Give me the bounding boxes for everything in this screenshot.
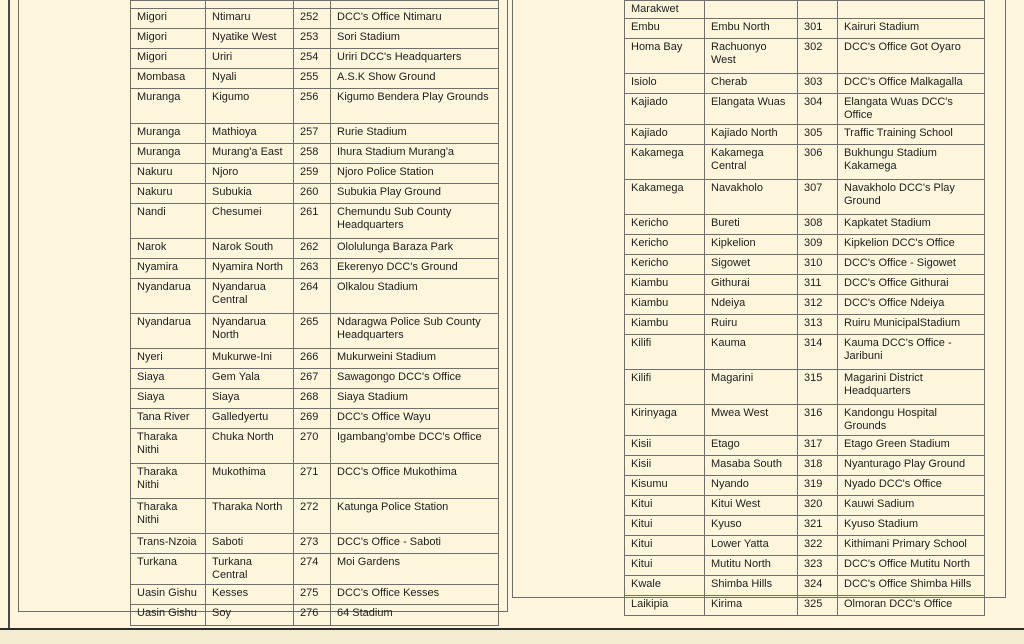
constituency-cell: Kesses bbox=[206, 585, 294, 605]
table-row bbox=[131, 89, 499, 124]
centre-code-cell bbox=[798, 1, 838, 19]
constituency-cell: Kigumo bbox=[206, 89, 294, 124]
constituency-cell: Mukothima bbox=[206, 464, 294, 499]
county-cell: Kitui bbox=[625, 496, 705, 516]
county-cell: Turkana bbox=[131, 554, 206, 585]
constituency-cell bbox=[206, 1, 294, 9]
constituency-cell: Mukurwe-Ini bbox=[206, 349, 294, 369]
table-row bbox=[625, 556, 985, 576]
table-row bbox=[625, 370, 985, 405]
county-cell: Tharaka Nithi bbox=[131, 464, 206, 499]
constituency-cell: Sigowet bbox=[705, 255, 798, 275]
tallying-centre-cell: Ihura Stadium Murang'a bbox=[331, 144, 499, 164]
constituency-cell: Siaya bbox=[206, 389, 294, 409]
tallying-centre-cell: Kauma DCC's Office - Jaribuni bbox=[838, 335, 985, 370]
centre-code-cell: 275 bbox=[294, 585, 331, 605]
centre-code-cell: 276 bbox=[294, 605, 331, 626]
centre-code-cell: 312 bbox=[798, 295, 838, 315]
centre-code-cell: 309 bbox=[798, 235, 838, 255]
county-cell: Kajiado bbox=[625, 94, 705, 125]
county-cell: Nakuru bbox=[131, 184, 206, 204]
tallying-centre-cell: Bukhungu Stadium Kakamega bbox=[838, 145, 985, 180]
centre-code-cell: 252 bbox=[294, 9, 331, 29]
table-row bbox=[131, 49, 499, 69]
table-row bbox=[625, 255, 985, 275]
county-cell: Muranga bbox=[131, 124, 206, 144]
polling-centres-table-left bbox=[130, 0, 499, 626]
centre-code-cell: 320 bbox=[798, 496, 838, 516]
constituency-cell: Kirima bbox=[705, 596, 798, 616]
tallying-centre-cell: Traffic Training School bbox=[838, 125, 985, 145]
constituency-cell: Kakamega Central bbox=[705, 145, 798, 180]
county-cell: Kisumu bbox=[625, 476, 705, 496]
county-cell: Mombasa bbox=[131, 69, 206, 89]
tallying-centre-cell: Kapkatet Stadium bbox=[838, 215, 985, 235]
constituency-cell: Kyuso bbox=[705, 516, 798, 536]
table-row bbox=[625, 476, 985, 496]
table-row bbox=[625, 235, 985, 255]
constituency-cell: Lower Yatta bbox=[705, 536, 798, 556]
centre-code-cell: 314 bbox=[798, 335, 838, 370]
constituency-cell: Nyatike West bbox=[206, 29, 294, 49]
centre-code-cell: 260 bbox=[294, 184, 331, 204]
tallying-centre-cell: Ndaragwa Police Sub County Headquarters bbox=[331, 314, 499, 349]
centre-code-cell: 264 bbox=[294, 279, 331, 314]
centre-code-cell: 321 bbox=[798, 516, 838, 536]
centre-code-cell: 261 bbox=[294, 204, 331, 239]
constituency-cell: Kitui West bbox=[705, 496, 798, 516]
county-cell: Kitui bbox=[625, 536, 705, 556]
county-cell: Embu bbox=[625, 19, 705, 39]
centre-code-cell: 308 bbox=[798, 215, 838, 235]
tallying-centre-cell bbox=[331, 1, 499, 9]
county-cell: Nandi bbox=[131, 204, 206, 239]
table-row bbox=[625, 94, 985, 125]
centre-code-cell: 317 bbox=[798, 436, 838, 456]
constituency-cell: Embu North bbox=[705, 19, 798, 39]
table-row bbox=[131, 204, 499, 239]
table-row bbox=[625, 456, 985, 476]
centre-code-cell: 274 bbox=[294, 554, 331, 585]
county-cell: Laikipia bbox=[625, 596, 705, 616]
constituency-cell: Mathioya bbox=[206, 124, 294, 144]
constituency-cell: Soy bbox=[206, 605, 294, 626]
constituency-cell: Chuka North bbox=[206, 429, 294, 464]
centre-code-cell: 303 bbox=[798, 74, 838, 94]
table-row bbox=[131, 184, 499, 204]
tallying-centre-cell: DCC's Office Shimba Hills bbox=[838, 576, 985, 596]
county-cell: Kwale bbox=[625, 576, 705, 596]
county-cell: Kericho bbox=[625, 235, 705, 255]
table-row bbox=[131, 464, 499, 499]
table-row bbox=[625, 39, 985, 74]
table-row bbox=[625, 180, 985, 215]
county-cell: Muranga bbox=[131, 144, 206, 164]
tallying-centre-cell: Uriri DCC's Headquarters bbox=[331, 49, 499, 69]
tallying-centre-cell: Kipkelion DCC's Office bbox=[838, 235, 985, 255]
county-cell: Kitui bbox=[625, 516, 705, 536]
tallying-centre-cell bbox=[838, 1, 985, 19]
tallying-centre-cell: Kithimani Primary School bbox=[838, 536, 985, 556]
centre-code-cell: 319 bbox=[798, 476, 838, 496]
constituency-cell: Kipkelion bbox=[705, 235, 798, 255]
county-cell: Kericho bbox=[625, 255, 705, 275]
county-cell: Kisii bbox=[625, 436, 705, 456]
county-cell: Nyamira bbox=[131, 259, 206, 279]
tallying-centre-cell: Elangata Wuas DCC's Office bbox=[838, 94, 985, 125]
centre-code-cell: 322 bbox=[798, 536, 838, 556]
constituency-cell: Magarini bbox=[705, 370, 798, 405]
table-row bbox=[131, 585, 499, 605]
table-row bbox=[131, 239, 499, 259]
centre-code-cell bbox=[294, 1, 331, 9]
table-row bbox=[131, 409, 499, 429]
centre-code-cell: 313 bbox=[798, 315, 838, 335]
county-cell: Homa Bay bbox=[625, 39, 705, 74]
tallying-centre-cell: DCC's Office Kesses bbox=[331, 585, 499, 605]
tallying-centre-cell: Navakholo DCC's Play Ground bbox=[838, 180, 985, 215]
centre-code-cell: 270 bbox=[294, 429, 331, 464]
county-cell: Kisii bbox=[625, 456, 705, 476]
centre-code-cell: 307 bbox=[798, 180, 838, 215]
centre-code-cell: 273 bbox=[294, 534, 331, 554]
table-row bbox=[131, 389, 499, 409]
tallying-centre-cell: Chemundu Sub County Headquarters bbox=[331, 204, 499, 239]
tallying-centre-cell: Kyuso Stadium bbox=[838, 516, 985, 536]
table-row bbox=[625, 1, 985, 19]
county-cell bbox=[131, 1, 206, 9]
tallying-centre-cell: Siaya Stadium bbox=[331, 389, 499, 409]
county-cell: Migori bbox=[131, 29, 206, 49]
table-row bbox=[625, 145, 985, 180]
county-cell: Tana River bbox=[131, 409, 206, 429]
tallying-centre-cell: DCC's Office Mukothima bbox=[331, 464, 499, 499]
county-cell: Kericho bbox=[625, 215, 705, 235]
constituency-cell: Njoro bbox=[206, 164, 294, 184]
constituency-cell: Uriri bbox=[206, 49, 294, 69]
county-cell: Kiambu bbox=[625, 315, 705, 335]
centre-code-cell: 306 bbox=[798, 145, 838, 180]
centre-code-cell: 259 bbox=[294, 164, 331, 184]
table-row bbox=[131, 369, 499, 389]
table-row bbox=[131, 9, 499, 29]
tallying-centre-cell: Magarini District Headquarters bbox=[838, 370, 985, 405]
tallying-centre-cell: DCC's Office Wayu bbox=[331, 409, 499, 429]
table-row bbox=[131, 534, 499, 554]
county-cell: Kirinyaga bbox=[625, 405, 705, 436]
centre-code-cell: 301 bbox=[798, 19, 838, 39]
constituency-cell: Gem Yala bbox=[206, 369, 294, 389]
centre-code-cell: 311 bbox=[798, 275, 838, 295]
county-cell: Tharaka Nithi bbox=[131, 499, 206, 534]
tallying-centre-cell: Kigumo Bendera Play Grounds bbox=[331, 89, 499, 124]
tallying-centre-cell: Igambang'ombe DCC's Office bbox=[331, 429, 499, 464]
table-row bbox=[131, 429, 499, 464]
constituency-cell: Nyandarua Central bbox=[206, 279, 294, 314]
county-cell: Nyandarua bbox=[131, 314, 206, 349]
table-row bbox=[131, 554, 499, 585]
centre-code-cell: 269 bbox=[294, 409, 331, 429]
centre-code-cell: 254 bbox=[294, 49, 331, 69]
constituency-cell: Bureti bbox=[705, 215, 798, 235]
county-cell: Siaya bbox=[131, 389, 206, 409]
centre-code-cell: 302 bbox=[798, 39, 838, 74]
table-row bbox=[131, 144, 499, 164]
table-row bbox=[625, 215, 985, 235]
table-row bbox=[625, 335, 985, 370]
county-cell: Marakwet bbox=[625, 1, 705, 19]
table-row bbox=[625, 275, 985, 295]
county-cell: Uasin Gishu bbox=[131, 605, 206, 626]
constituency-cell: Turkana Central bbox=[206, 554, 294, 585]
tallying-centre-cell: Kairuri Stadium bbox=[838, 19, 985, 39]
county-cell: Kakamega bbox=[625, 145, 705, 180]
constituency-cell: Ntimaru bbox=[206, 9, 294, 29]
tallying-centre-cell: Ololulunga Baraza Park bbox=[331, 239, 499, 259]
table-row bbox=[625, 516, 985, 536]
tallying-centre-cell: 64 Stadium bbox=[331, 605, 499, 626]
centre-code-cell: 310 bbox=[798, 255, 838, 275]
table-row bbox=[131, 605, 499, 626]
tallying-centre-cell: Nyanturago Play Ground bbox=[838, 456, 985, 476]
tallying-centre-cell: Njoro Police Station bbox=[331, 164, 499, 184]
constituency-cell: Masaba South bbox=[705, 456, 798, 476]
centre-code-cell: 255 bbox=[294, 69, 331, 89]
centre-code-cell: 304 bbox=[798, 94, 838, 125]
tallying-centre-cell: Subukia Play Ground bbox=[331, 184, 499, 204]
constituency-cell: Ruiru bbox=[705, 315, 798, 335]
tallying-centre-cell: DCC's Office Malkagalla bbox=[838, 74, 985, 94]
constituency-cell: Nyandarua North bbox=[206, 314, 294, 349]
constituency-cell: Subukia bbox=[206, 184, 294, 204]
table-row bbox=[131, 279, 499, 314]
table-row bbox=[625, 125, 985, 145]
tallying-centre-cell: Ekerenyo DCC's Ground bbox=[331, 259, 499, 279]
county-cell: Kiambu bbox=[625, 295, 705, 315]
table-row bbox=[131, 259, 499, 279]
table-row bbox=[625, 74, 985, 94]
tallying-centre-cell: Kauwi Sadium bbox=[838, 496, 985, 516]
constituency-cell: Nyamira North bbox=[206, 259, 294, 279]
county-cell: Nakuru bbox=[131, 164, 206, 184]
constituency-cell: Cherab bbox=[705, 74, 798, 94]
county-cell: Narok bbox=[131, 239, 206, 259]
table-row bbox=[625, 436, 985, 456]
centre-code-cell: 267 bbox=[294, 369, 331, 389]
table-row bbox=[131, 69, 499, 89]
county-cell: Isiolo bbox=[625, 74, 705, 94]
centre-code-cell: 305 bbox=[798, 125, 838, 145]
constituency-cell: Mwea West bbox=[705, 405, 798, 436]
centre-code-cell: 253 bbox=[294, 29, 331, 49]
centre-code-cell: 271 bbox=[294, 464, 331, 499]
tallying-centre-cell: DCC's Office - Sigowet bbox=[838, 255, 985, 275]
centre-code-cell: 318 bbox=[798, 456, 838, 476]
centre-code-cell: 325 bbox=[798, 596, 838, 616]
tallying-centre-cell: Kandongu Hospital Grounds bbox=[838, 405, 985, 436]
centre-code-cell: 262 bbox=[294, 239, 331, 259]
centre-code-cell: 272 bbox=[294, 499, 331, 534]
constituency-cell: Narok South bbox=[206, 239, 294, 259]
constituency-cell: Rachuonyo West bbox=[705, 39, 798, 74]
constituency-cell: Saboti bbox=[206, 534, 294, 554]
tallying-centre-cell: Katunga Police Station bbox=[331, 499, 499, 534]
county-cell: Kiambu bbox=[625, 275, 705, 295]
constituency-cell: Nyando bbox=[705, 476, 798, 496]
centre-code-cell: 316 bbox=[798, 405, 838, 436]
table-row bbox=[625, 405, 985, 436]
tallying-centre-cell: DCC's Office Githurai bbox=[838, 275, 985, 295]
tallying-centre-cell: DCC's Office Ntimaru bbox=[331, 9, 499, 29]
constituency-cell bbox=[705, 1, 798, 19]
tallying-centre-cell: Olkalou Stadium bbox=[331, 279, 499, 314]
tallying-centre-cell: DCC's Office Got Oyaro bbox=[838, 39, 985, 74]
centre-code-cell: 256 bbox=[294, 89, 331, 124]
tallying-centre-cell: Mukurweini Stadium bbox=[331, 349, 499, 369]
constituency-cell: Galledyertu bbox=[206, 409, 294, 429]
county-cell: Kilifi bbox=[625, 335, 705, 370]
tallying-centre-cell: DCC's Office Ndeiya bbox=[838, 295, 985, 315]
constituency-cell: Navakholo bbox=[705, 180, 798, 215]
county-cell: Trans-Nzoia bbox=[131, 534, 206, 554]
county-cell: Nyandarua bbox=[131, 279, 206, 314]
table-row bbox=[625, 295, 985, 315]
constituency-cell: Shimba Hills bbox=[705, 576, 798, 596]
tallying-centre-cell: Ruiru MunicipalStadium bbox=[838, 315, 985, 335]
constituency-cell: Chesumei bbox=[206, 204, 294, 239]
table-row bbox=[131, 29, 499, 49]
table-row bbox=[625, 576, 985, 596]
tallying-centre-cell: DCC's Office - Saboti bbox=[331, 534, 499, 554]
constituency-cell: Kauma bbox=[705, 335, 798, 370]
table-row bbox=[131, 499, 499, 534]
county-cell: Muranga bbox=[131, 89, 206, 124]
table-row bbox=[625, 315, 985, 335]
tallying-centre-cell: DCC's Office Mutitu North bbox=[838, 556, 985, 576]
constituency-cell: Etago bbox=[705, 436, 798, 456]
tallying-centre-cell: Sawagongo DCC's Office bbox=[331, 369, 499, 389]
constituency-cell: Ndeiya bbox=[705, 295, 798, 315]
centre-code-cell: 258 bbox=[294, 144, 331, 164]
centre-code-cell: 257 bbox=[294, 124, 331, 144]
tallying-centre-cell: Sori Stadium bbox=[331, 29, 499, 49]
constituency-cell: Nyali bbox=[206, 69, 294, 89]
county-cell: Migori bbox=[131, 9, 206, 29]
table-row bbox=[625, 496, 985, 516]
table-row bbox=[625, 536, 985, 556]
table-row bbox=[625, 596, 985, 616]
polling-centres-table-right bbox=[624, 0, 985, 616]
table-row bbox=[625, 19, 985, 39]
table-row bbox=[131, 314, 499, 349]
centre-code-cell: 324 bbox=[798, 576, 838, 596]
centre-code-cell: 323 bbox=[798, 556, 838, 576]
county-cell: Kitui bbox=[625, 556, 705, 576]
county-cell: Tharaka Nithi bbox=[131, 429, 206, 464]
county-cell: Kajiado bbox=[625, 125, 705, 145]
constituency-cell: Elangata Wuas bbox=[705, 94, 798, 125]
constituency-cell: Kajiado North bbox=[705, 125, 798, 145]
centre-code-cell: 263 bbox=[294, 259, 331, 279]
table-row bbox=[131, 164, 499, 184]
centre-code-cell: 265 bbox=[294, 314, 331, 349]
table-row bbox=[131, 1, 499, 9]
county-cell: Kakamega bbox=[625, 180, 705, 215]
centre-code-cell: 268 bbox=[294, 389, 331, 409]
county-cell: Kilifi bbox=[625, 370, 705, 405]
page-gutter-line bbox=[8, 0, 10, 628]
centre-code-cell: 266 bbox=[294, 349, 331, 369]
table-row bbox=[131, 124, 499, 144]
tallying-centre-cell: A.S.K Show Ground bbox=[331, 69, 499, 89]
constituency-cell: Mutitu North bbox=[705, 556, 798, 576]
constituency-cell: Murang'a East bbox=[206, 144, 294, 164]
tallying-centre-cell: Rurie Stadium bbox=[331, 124, 499, 144]
table-row bbox=[131, 349, 499, 369]
centre-code-cell: 315 bbox=[798, 370, 838, 405]
tallying-centre-cell: Nyado DCC's Office bbox=[838, 476, 985, 496]
tallying-centre-cell: Olmoran DCC's Office bbox=[838, 596, 985, 616]
county-cell: Siaya bbox=[131, 369, 206, 389]
constituency-cell: Tharaka North bbox=[206, 499, 294, 534]
county-cell: Uasin Gishu bbox=[131, 585, 206, 605]
tallying-centre-cell: Moi Gardens bbox=[331, 554, 499, 585]
tallying-centre-cell: Etago Green Stadium bbox=[838, 436, 985, 456]
county-cell: Nyeri bbox=[131, 349, 206, 369]
constituency-cell: Githurai bbox=[705, 275, 798, 295]
county-cell: Migori bbox=[131, 49, 206, 69]
